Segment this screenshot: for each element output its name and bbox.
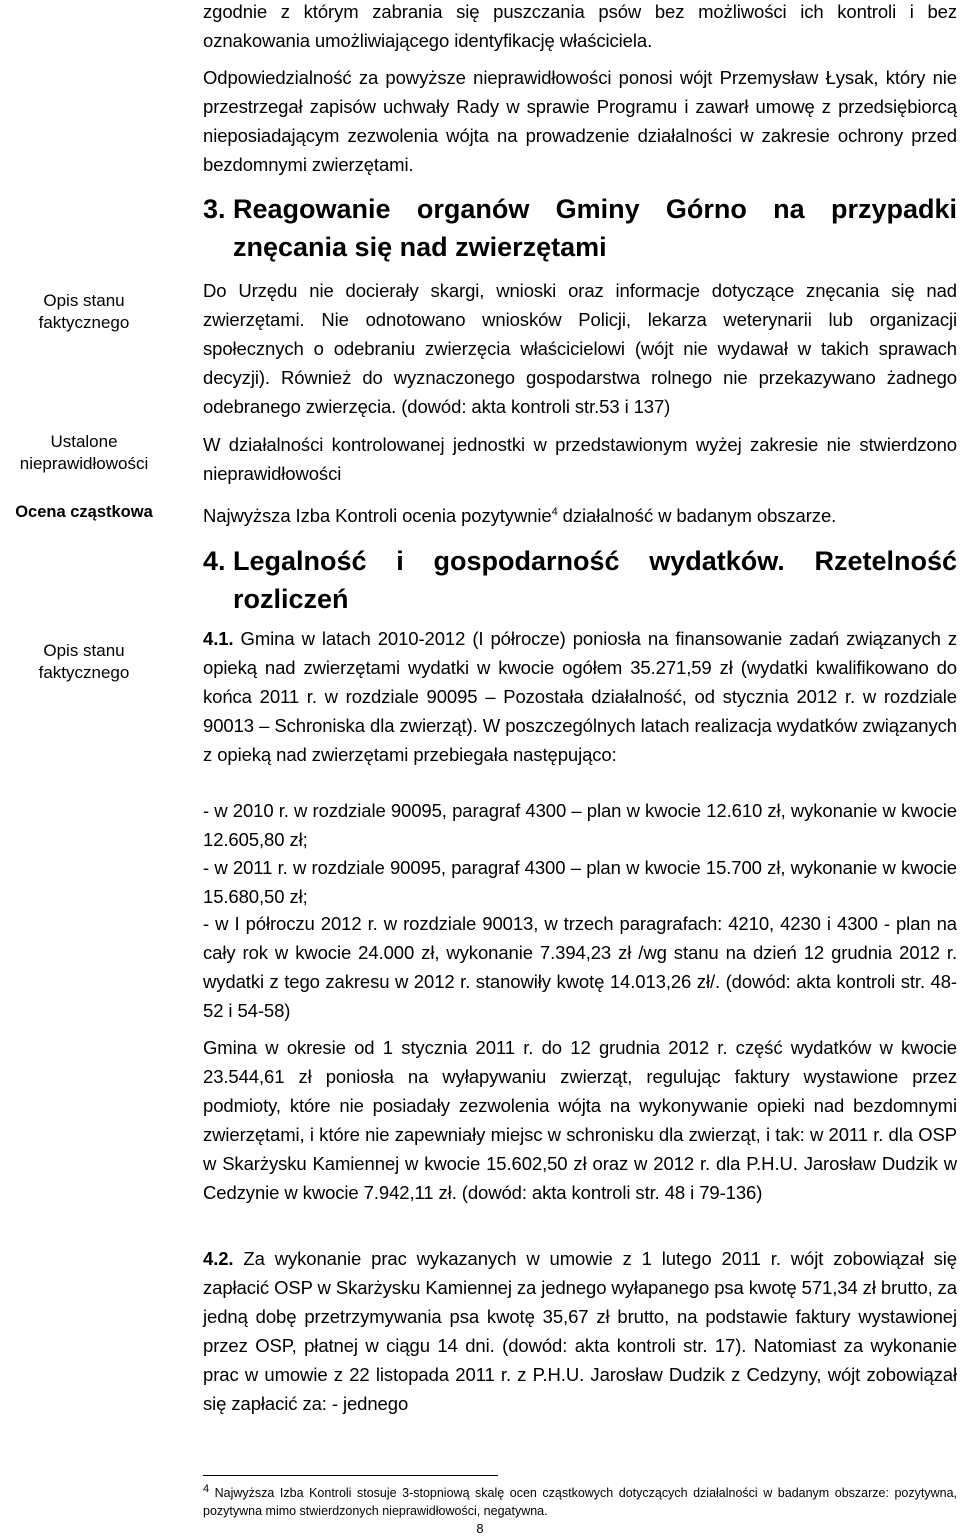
heading-3-line-1: Reagowanie organów Gminy Górno na przypadki [233,194,957,224]
heading-3-line-2: znęcania się nad zwierzętami [233,232,607,262]
assessment-text-end: działalność w badanym obszarze. [557,505,837,526]
heading-3-number: 3. [203,194,226,224]
page-number: 8 [476,1521,484,1536]
margin-note-ustalone-nieprawidlowosci: Ustalone nieprawidłowości [19,432,149,473]
paragraph-2010: - w 2010 r. w rozdziale 90095, paragraf 4300 – plan w kwocie 12.610 zł, wykonanie w kwocie 12.605,80 zł; [203,800,957,850]
paragraph-no-irregularities: W działalności kontrolowanej jednostki w przedstawionym wyżej zakresie nie stwierdzono nieprawidłowości [203,434,957,484]
footnote-reference: 4 [551,505,558,518]
section-heading-3 [203,190,957,266]
paragraph-no-complaints: Do Urzędu nie docierały skargi, wnioski oraz informacje dotyczące znęcania się nad zwierzętami. Nie odnotowano wniosków Policji, lekarza weterynarii lub organizacji społecznych o odebraniu zwierzęcia właścicielowi (wójt nie wydawał w takich sprawach decyzji). Również do wyznaczonego gospodarstwa rolnego nie przekazywano żadnego odebranego zwierzęcia. (dowód: akta kontroli str.53 i 137) [203,280,957,417]
footnote-separator [203,1475,498,1476]
paragraph-4-1-number: 4.1. [203,628,234,649]
margin-note-opis-stanu: Opis stanu faktycznego [38,291,130,332]
margin-note-opis-stanu-2: Opis stanu faktycznego [38,641,130,682]
heading-4-line-1: Legalność i gospodarność wydatków. Rzetelność [233,546,957,576]
paragraph-gmina-expenses: Gmina w okresie od 1 stycznia 2011 r. do 12 grudnia 2012 r. część wydatków w kwocie 23.544,61 zł poniosła na wyłapywaniu zwierząt, regulując faktury wystawione przez podmioty, które nie posiadały zezwolenia wójta na wykonywanie opieki nad bezdomnymi zwierzętami, i które nie zapewniały miejsc w schronisku dla zwierząt, i tak: w 2011 r. dla OSP w Skarżysku Kamiennej w kwocie 15.602,50 zł oraz w 2012 r. dla P.H.U. Jarosław Dudzik w Cedzynie w kwocie 7.942,11 zł. (dowód: akta kontroli str. 48 i 79-136) [203,1037,957,1203]
paragraph-assessment [203,501,957,530]
assessment-text: Najwyższa Izba Kontroli ocenia pozytywnie [203,505,552,526]
paragraph-4-1-text: Gmina w latach 2010-2012 (I półrocze) poniosła na finansowanie zadań związanych z opieką nad zwierzętami wydatki w kwocie ogółem 35.271,59 zł (wydatki kwalifikowano do końca 2011 r. w rozdziale 90095 – Pozostała działalność, od stycznia 2012 r. w rozdziale 90013 – Schroniska dla zwierząt). W poszczególnych latach realizacja wydatków związanych z opieką nad zwierzętami przebiegała następująco: [203,628,957,765]
paragraph-continuation: zgodnie z którym zabrania się puszczania psów bez możliwości ich kontroli i bez oznakowania umożliwiającego identyfikację właściciela. [203,1,957,51]
section-heading-4 [203,542,957,618]
paragraph-responsibility: Odpowiedzialność za powyższe nieprawidłowości ponosi wójt Przemysław Łysak, który nie przestrzegał zapisów uchwały Rady w sprawie Programu i zawarł umowę z przedsiębiorcą nieposiadającym zezwolenia wójta na prowadzenie działalności w zakresie ochrony przed bezdomnymi zwierzętami. [203,67,957,175]
footnote-text: Najwyższa Izba Kontroli stosuje 3-stopniową skalę ocen cząstkowych dotyczących działalności w badanym obszarze: pozytywna, pozytywna mimo stwierdzonych nieprawidłowości, negatywna. [203,1486,957,1518]
paragraph-2012: - w I półroczu 2012 r. w rozdziale 90013, w trzech paragrafach: 4210, 4230 i 4300 - plan na cały rok w kwocie 24.000 zł, wykonanie 7.394,23 zł /wg stanu na dzień 12 grudnia 2012 r. wydatki z tego zakresu w 2012 r. stanowiły kwotę 14.013,26 zł/. (dowód: akta kontroli str. 48-52 i 54-58) [203,913,957,1021]
paragraph-4-2 [203,1244,957,1418]
paragraph-4-2-number: 4.2. [203,1248,234,1269]
heading-4-number: 4. [203,546,226,576]
paragraph-4-2-text: Za wykonanie prac wykazanych w umowie z 1 lutego 2011 r. wójt zobowiązał się zapłacić OSP w Skarżysku Kamiennej za jednego wyłapanego psa kwotę 571,34 zł brutto, za jedną dobę przetrzymywania psa kwotę 35,67 zł brutto, na podstawie faktury wystawionej przez OSP, płatnej w ciągu 14 dni. (dowód: akta kontroli str. 17). Natomiast za wykonanie prac w umowie z 22 listopada 2011 r. z P.H.U. Jarosław Dudzik z Cedzyny, wójt zobowiązał się zapłacić za: - jednego [203,1248,958,1414]
footnote [203,1484,957,1520]
paragraph-4-1 [203,624,957,769]
margin-note-ocena-czastkowa: Ocena cząstkowa [15,503,153,521]
paragraph-2011: - w 2011 r. w rozdziale 90095, paragraf 4300 – plan w kwocie 15.700 zł, wykonanie w kwocie 15.680,50 zł; [203,857,957,907]
footnote-mark: 4 [203,1482,210,1495]
heading-4-line-2: rozliczeń [233,584,349,614]
